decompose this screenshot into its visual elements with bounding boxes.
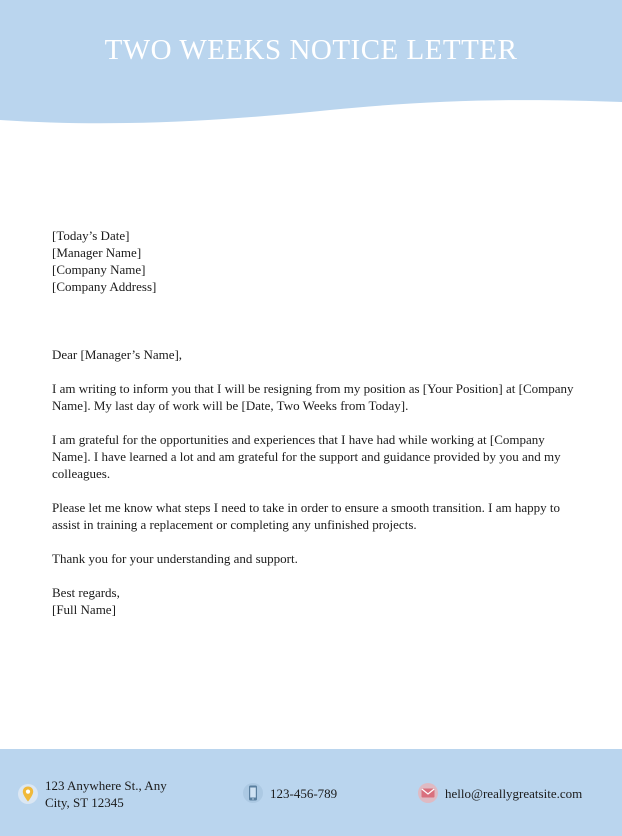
- closing-block: [52, 584, 582, 618]
- recipient-address-block: [52, 227, 582, 295]
- paragraph-thanks: Thank you for your understanding and support.: [52, 551, 298, 566]
- page-title: TWO WEEKS NOTICE LETTER: [104, 34, 518, 66]
- footer-address: [17, 777, 167, 811]
- paragraph-gratitude: I am grateful for the opportunities and experiences that I have had while working at [Company Name]. I have learned a lot and am grateful for the support and guidance provided by you and my colleagues.: [52, 432, 561, 481]
- salutation: Dear [Manager’s Name],: [52, 347, 183, 362]
- paragraph-resignation: I am writing to inform you that I will be resigning from my position as [Your Position] at [Company Name]. My last day of work will be [Date, Two Weeks from Today].: [52, 381, 574, 413]
- envelope-icon: [417, 782, 439, 804]
- footer-phone-text: 123-456-789: [270, 785, 338, 801]
- paragraph-transition: Please let me know what steps I need to take in order to ensure a smooth transition. I am happy to assist in training a replacement or completing any unfinished projects.: [52, 500, 560, 532]
- todays-date-line: [Today’s Date]: [52, 228, 130, 243]
- closing-line: Best regards,: [52, 585, 120, 600]
- company-address-line: [Company Address]: [52, 279, 157, 294]
- header-band: [0, 0, 622, 140]
- footer-address-line1: 123 Anywhere St., Any: [45, 778, 167, 793]
- footer-address-line2: City, ST 12345: [45, 795, 124, 810]
- footer-phone: [242, 782, 337, 804]
- signature-line: [Full Name]: [52, 602, 116, 617]
- manager-name-line: [Manager Name]: [52, 245, 142, 260]
- header-wave-shape: [0, 0, 622, 140]
- location-pin-icon: [17, 783, 39, 805]
- phone-icon: [242, 782, 264, 804]
- footer-email-text: hello@reallygreatsite.com: [445, 785, 583, 801]
- company-name-line: [Company Name]: [52, 262, 146, 277]
- letter-body: [52, 227, 582, 618]
- footer-email: [417, 782, 582, 804]
- footer-band: [0, 749, 622, 836]
